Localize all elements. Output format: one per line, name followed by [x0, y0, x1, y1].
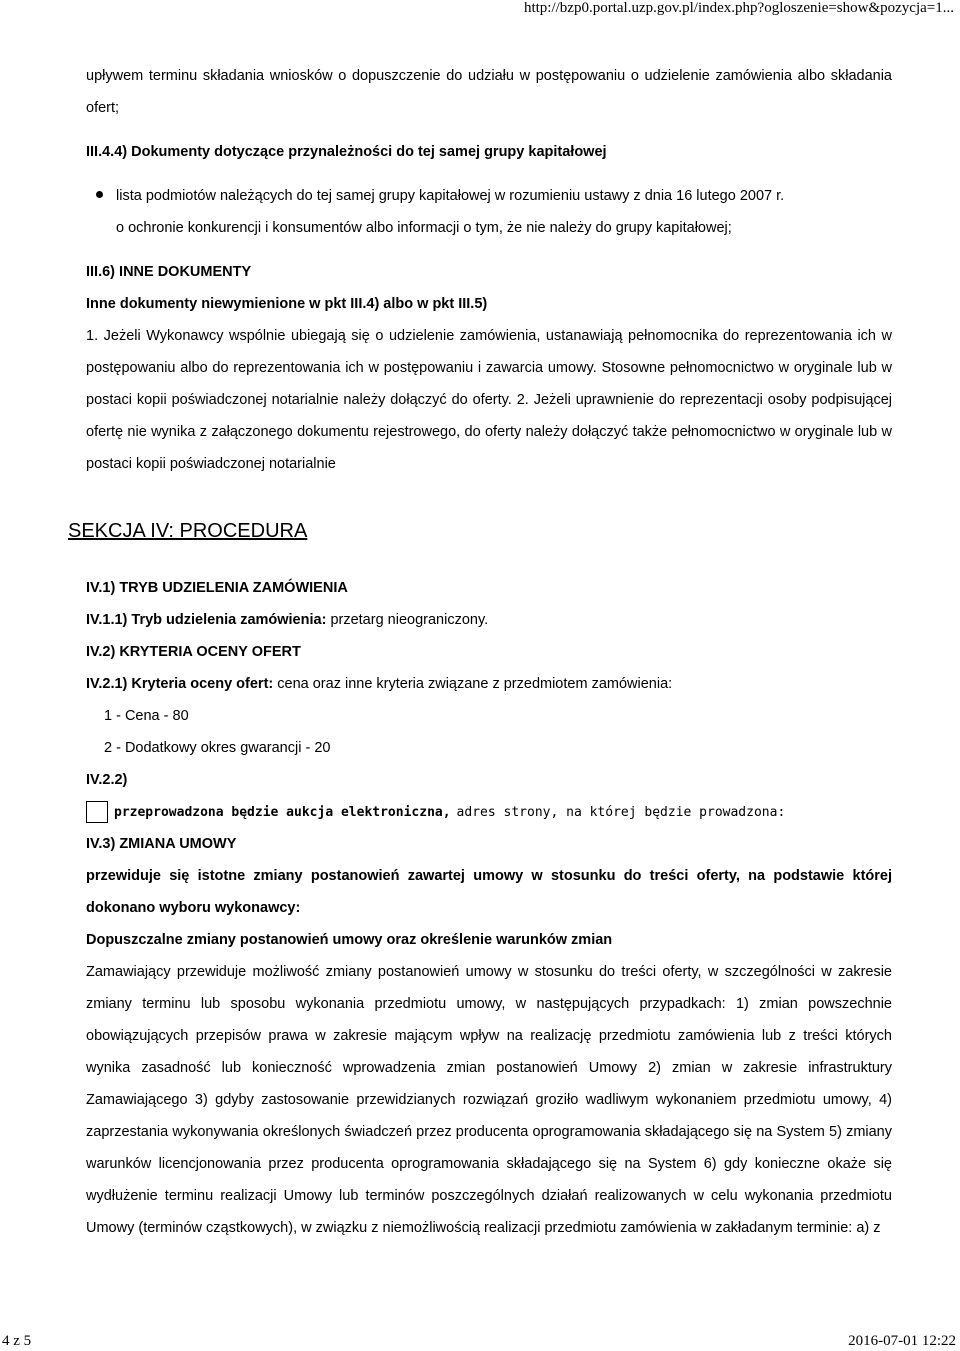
iv-2-1-label: IV.2.1) Kryteria oceny ofert: [86, 676, 274, 692]
iv-1-1-label: IV.1.1) Tryb udzielenia zamówienia: [86, 612, 327, 628]
section-iii-4-4-heading: III.4.4) Dokumenty dotyczące przynależności do tej samej grupy kapitałowej [86, 144, 607, 160]
bullet-item [86, 180, 892, 244]
criterion-item: 1 - Cena - 80 [104, 708, 189, 724]
section-iv-title: SEKCJA IV: PROCEDURA [68, 520, 308, 542]
iv-3-heading: IV.3) ZMIANA UMOWY [86, 836, 237, 852]
auction-row [86, 796, 892, 828]
iv-3-subheading: Dopuszczalne zmiany postanowień umowy oraz określenie warunków zmian [86, 932, 613, 948]
iv-2-1-row [86, 668, 892, 700]
page-number: 4 z 5 [2, 1333, 32, 1349]
iv-2-heading: IV.2) KRYTERIA OCENY OFERT [86, 644, 301, 660]
bullet-text-line1: lista podmiotów należących do tej samej grupy kapitałowej w rozumieniu ustawy z dnia 16 lutego 2007 r. [116, 188, 785, 204]
criterion-item: 2 - Dodatkowy okres gwarancji - 20 [104, 740, 331, 756]
bullet-text-line2: o ochronie konkurencji i konsumentów albo informacji o tym, że nie należy do grupy kapitałowej; [116, 220, 732, 236]
procedure-section [86, 572, 892, 1244]
auction-label: przeprowadzona będzie aukcja elektroniczna, [114, 804, 451, 820]
section-iii-6-heading: III.6) INNE DOKUMENTY [86, 264, 252, 280]
bullet-text [116, 180, 784, 244]
iv-2-1-value: cena oraz inne kryteria związane z przedmiotem zamówienia: [277, 676, 673, 692]
section-iii-6-text: 1. Jeżeli Wykonawcy wspólnie ubiegają się o udzielenie zamówienia, ustanawiają pełnomocnika do reprezentowania ich w postępowaniu albo do reprezentowania ich w postępowaniu i zawarcia umowy. Stosowne pełnomocnictwo w oryginale lub w postaci kopii poświadczonej notarialnie należy dołączyć do oferty. 2. Jeżeli uprawnienie do reprezentacji osoby podpisującej ofertę nie wynika z załączonego dokumentu rejestrowego, do oferty należy dołączyć także pełnomocnictwo w oryginale lub w postaci kopii poświadczonej notarialnie [86, 328, 892, 472]
iv-3-text: Zamawiający przewiduje możliwość zmiany postanowień umowy w stosunku do treści oferty, w szczególności w zakresie zmiany terminu lub sposobu wykonania przedmiotu umowy, w następujących przypadkach: 1) zmian powszechnie obowiązujących przepisów prawa w zakresie mającym wpływ na realizację przedmiotu zamówienia lub z treści których wynika zasadność lub konieczność wprowadzenia zmian postanowień Umowy 2) zmian w zakresie infrastruktury Zamawiającego 3) gdyby zastosowanie przewidzianych rozwiązań groziło wadliwym wykonaniem przedmiotu umowy, 4) zaprzestania wykonywania określonych świadczeń przez producenta oprogramowania składającego się na System 5) zmiany warunków licencjonowania przez producenta oprogramowania składającego się na System 6) gdy konieczne okaże się wydłużenie terminu realizacji Umowy lub terminów poszczególnych działań realizowanych w celu wykonania przedmiotu Umowy (terminów cząstkowych), w związku z niemożliwością realizacji przedmiotu zamówienia w zakładanym terminie: a) z [86, 964, 892, 1236]
iv-1-1-value: przetarg nieograniczony. [330, 612, 489, 628]
auction-text: adres strony, na której będzie prowadzona: [456, 804, 786, 820]
iv-2-2-label: IV.2.2) [86, 772, 128, 788]
auction-checkbox[interactable] [86, 801, 108, 823]
intro-text: upływem terminu składania wniosków o dopuszczenie do udziału w postępowaniu o udzielenie zamówienia albo składania ofert; [86, 68, 892, 116]
iv-3-bold-text: przewiduje się istotne zmiany postanowień zawartej umowy w stosunku do treści oferty, na podstawie której dokonano wyboru wykonawcy: [86, 868, 892, 916]
document-body [86, 60, 892, 480]
iv-1-heading: IV.1) TRYB UDZIELENIA ZAMÓWIENIA [86, 580, 348, 596]
section-iii-6-subheading: Inne dokumenty niewymienione w pkt III.4) albo w pkt III.5) [86, 296, 488, 312]
print-datetime: 2016-07-01 12:22 [848, 1333, 956, 1349]
header-url: http://bzp0.portal.uzp.gov.pl/index.php?ogloszenie=show&pozycja=1... [523, 0, 954, 16]
iv-1-1-row [86, 604, 892, 636]
bullet-icon [96, 191, 103, 198]
